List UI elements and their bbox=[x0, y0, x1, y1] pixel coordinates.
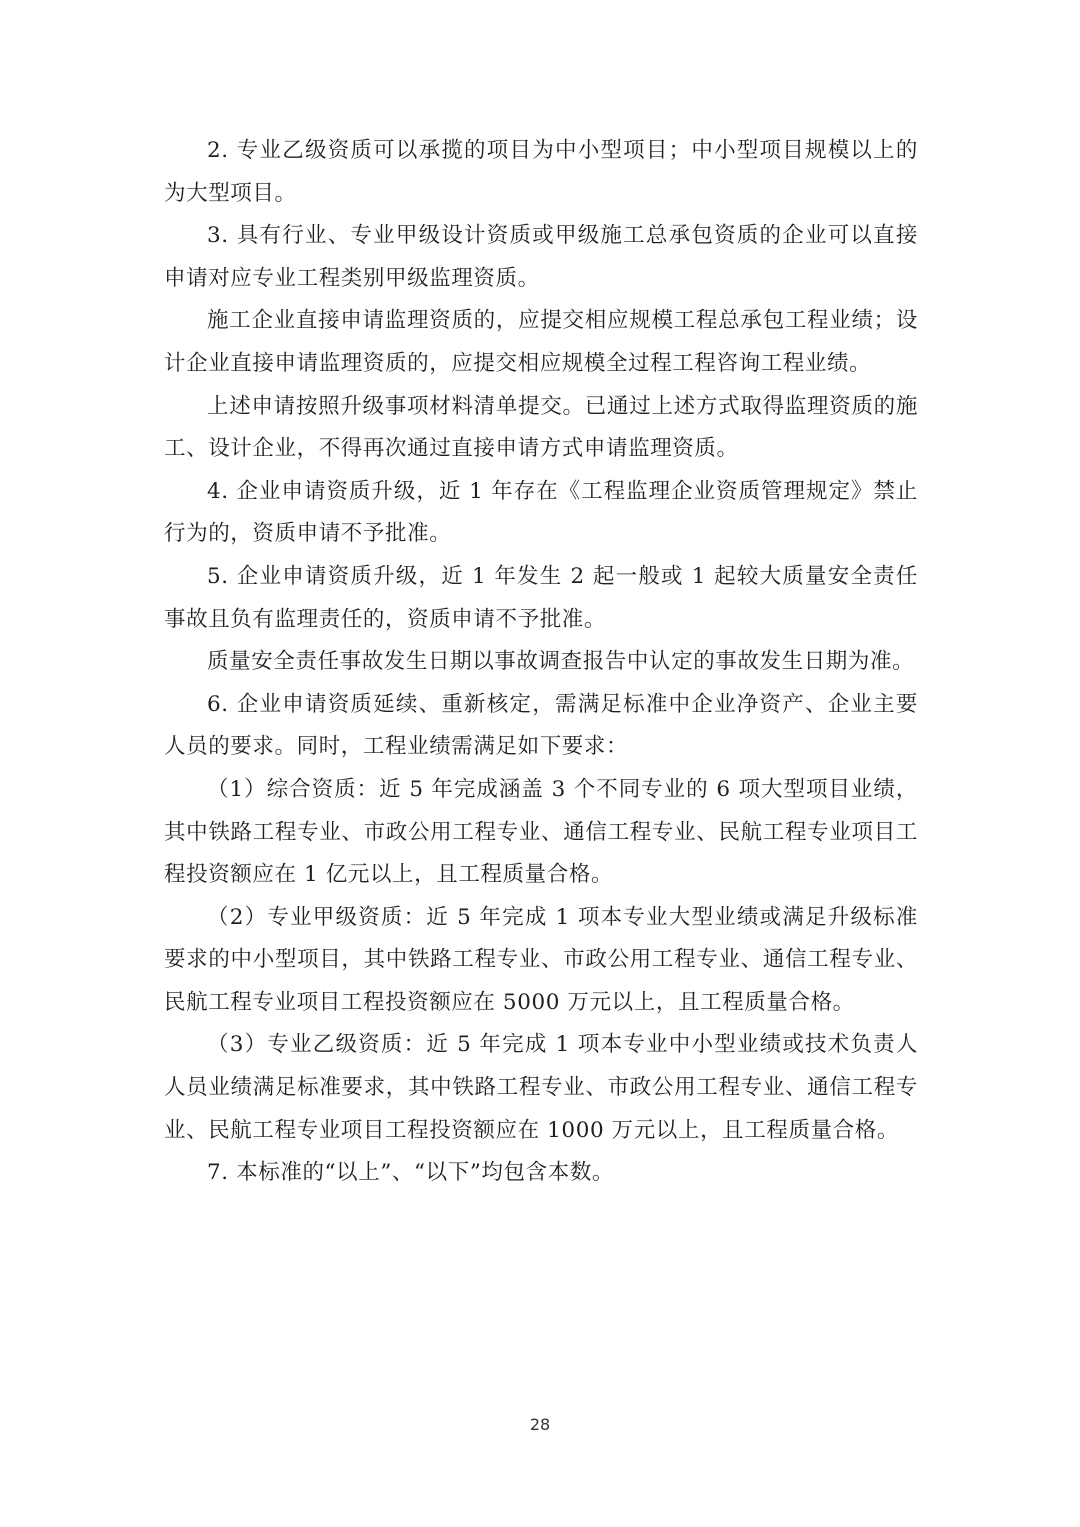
paragraph-item-2: 2. 专业乙级资质可以承揽的项目为中小型项目；中小型项目规模以上的为大型项目。 bbox=[164, 138, 918, 206]
paragraph-construction-enterprise: 施工企业直接申请监理资质的，应提交相应规模工程总承包工程业绩；设计企业直接申请监理资质的，应提交相应规模全过程工程咨询工程业绩。 bbox=[164, 308, 918, 376]
paragraph-item-6: 6. 企业申请资质延续、重新核定，需满足标准中企业净资产、企业主要人员的要求。同时，工程业绩需满足如下要求： bbox=[164, 691, 918, 760]
document-body bbox=[164, 130, 918, 1195]
paragraph-item-6-3: （3）专业乙级资质：近 5 年完成 1 项本专业中小型业绩或技术负责人人员业绩满足标准要求，其中铁路工程专业、市政公用工程专业、通信工程专业、民航工程专业项目工程投资额应在 1000 万元以上，且工程质量合格。 bbox=[164, 1032, 918, 1143]
paragraph-item-5: 5. 企业申请资质升级，近 1 年发生 2 起一般或 1 起较大质量安全责任事故且负有监理责任的，资质申请不予批准。 bbox=[164, 563, 918, 632]
page-number: 28 bbox=[529, 1415, 551, 1434]
paragraph-item-6-2: （2）专业甲级资质：近 5 年完成 1 项本专业大型业绩或满足升级标准要求的中小型项目，其中铁路工程专业、市政公用工程专业、通信工程专业、民航工程专业项目工程投资额应在 5000 万元以上，且工程质量合格。 bbox=[164, 904, 918, 1015]
paragraph-accident-date: 质量安全责任事故发生日期以事故调查报告中认定的事故发生日期为准。 bbox=[207, 649, 915, 675]
paragraph-application-note: 上述申请按照升级事项材料清单提交。已通过上述方式取得监理资质的施工、设计企业，不得再次通过直接申请方式申请监理资质。 bbox=[164, 393, 918, 462]
paragraph-item-4: 4. 企业申请资质升级，近 1 年存在《工程监理企业资质管理规定》禁止行为的，资质申请不予批准。 bbox=[164, 478, 918, 547]
paragraph-item-6-1: （1）综合资质：近 5 年完成涵盖 3 个不同专业的 6 项大型项目业绩，其中铁路工程专业、市政公用工程专业、通信工程专业、民航工程专业项目工程投资额应在 1 亿元以上，且工程质量合格。 bbox=[164, 776, 918, 888]
paragraph-item-7: 7. 本标准的“以上”、“以下”均包含本数。 bbox=[207, 1160, 615, 1186]
paragraph-item-3: 3. 具有行业、专业甲级设计资质或甲级施工总承包资质的企业可以直接申请对应专业工程类别甲级监理资质。 bbox=[164, 223, 918, 291]
